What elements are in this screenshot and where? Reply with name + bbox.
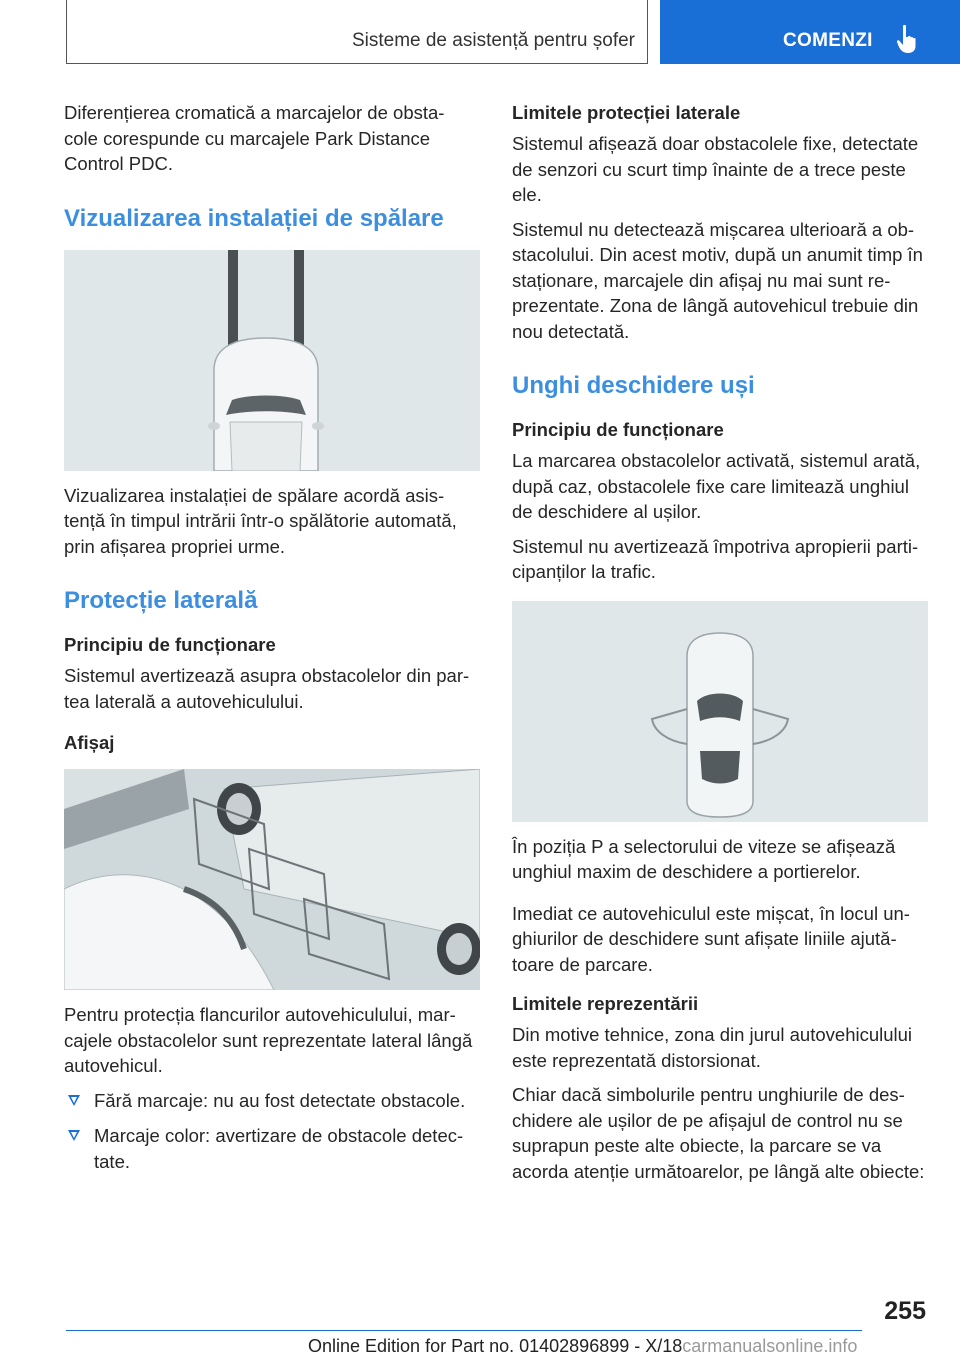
- representation-paragraph-1: Din motive tehnice, zona din jurul autovehiculului este reprezentată distorsionat.: [512, 1024, 913, 1071]
- list-item: Fără marcaje: nu au fost detectate obstacole.: [64, 1088, 480, 1114]
- header-section-title: Sisteme de asistență pentru șofer: [351, 30, 635, 51]
- pointing-hand-icon: [896, 24, 918, 59]
- marking-list: [64, 1088, 480, 1175]
- wash-heading: Vizualizarea instalației de spălare: [64, 204, 444, 232]
- limits-paragraph-2: Sistemul nu detectează mișcarea ulterioară a ob- stacolului. Din acest motiv, după un anumit timp în staționare, marcajele din afișaj nu mai sunt re- prezentate. Zona de lângă autovehicul trebuie din nou detectată.: [512, 218, 923, 342]
- door-paragraph-1: La marcarea obstacolelor activată, sistemul arată, după caz, obstacolele fixe care limitează unghiul de deschidere al ușilor.: [512, 450, 921, 522]
- watermark-brand: carmanualsonline.info: [682, 1336, 858, 1356]
- header-section-box: [66, 0, 648, 64]
- limits-paragraph-1: Sistemul afișează doar obstacolele fixe, detectate de senzori cu scurt timp înainte de a trece peste ele.: [512, 133, 919, 205]
- door-paragraph-2: Sistemul nu avertizează împotriva apropierii parti- cipanților la trafic.: [512, 535, 919, 582]
- intro-paragraph: Diferențierea cromatică a marcajelor de obsta- cole corespunde cu marcajele Park Distance Control PDC.: [64, 102, 445, 174]
- triangle-bullet-icon: [68, 1130, 80, 1141]
- principle-heading-right: Principiu de funcționare: [512, 419, 724, 440]
- edition-text: Online Edition for Part no. 01402896899 - X/18: [308, 1336, 683, 1356]
- representation-heading: Limitele reprezentării: [512, 993, 699, 1014]
- limits-heading: Limitele protecției laterale: [512, 102, 741, 123]
- header-tab[interactable]: [660, 0, 960, 64]
- left-column: [64, 100, 480, 1184]
- door-angle-heading: Unghi deschidere uși: [512, 372, 755, 399]
- side-protection-figure: [64, 769, 480, 990]
- principle-heading-left: Principiu de funcționare: [64, 634, 276, 655]
- representation-paragraph-2: Chiar dacă simbolurile pentru unghiurile de des- chidere ale ușilor de pe afișajul de control nu se suprapun peste alte obiecte, la parcare se va acorda atenție următoarelor, pe lângă alte obiecte:: [512, 1084, 925, 1182]
- door-paragraph-3: În poziția P a selectorului de viteze se afișează unghiul maxim de deschidere a portierelor.: [512, 835, 896, 882]
- car-wash-figure: [64, 250, 480, 471]
- wash-paragraph: Vizualizarea instalației de spălare acordă asis- tență în timpul intrării într-o spălătorie automată, prin afișarea propriei urme.: [64, 484, 457, 557]
- list-item: Marcaje color: avertizare de obstacole detec- tate.: [64, 1123, 480, 1174]
- principle-paragraph-left: Sistemul avertizează asupra obstacolelor din par- tea laterală a autovehiculului.: [64, 665, 470, 712]
- footer-divider: [66, 1330, 862, 1331]
- door-angle-figure: [512, 601, 928, 822]
- right-column: [512, 100, 928, 1193]
- display-heading: Afișaj: [64, 732, 115, 753]
- triangle-bullet-icon: [68, 1095, 80, 1106]
- display-paragraph: Pentru protecția flancurilor autovehiculului, mar- cajele obstacolelor sunt reprezentate lateral lângă autovehicul.: [64, 1004, 473, 1076]
- door-paragraph-4: Imediat ce autovehiculul este mișcat, în locul un- ghiurilor de deschidere sunt afișate liniile ajută- toare de parcare.: [512, 902, 910, 975]
- header-tab-label: COMENZI: [783, 30, 873, 51]
- side-protection-heading: Protecție laterală: [64, 587, 258, 614]
- page-number: 255: [884, 1297, 926, 1325]
- footer-edition: [308, 1336, 857, 1357]
